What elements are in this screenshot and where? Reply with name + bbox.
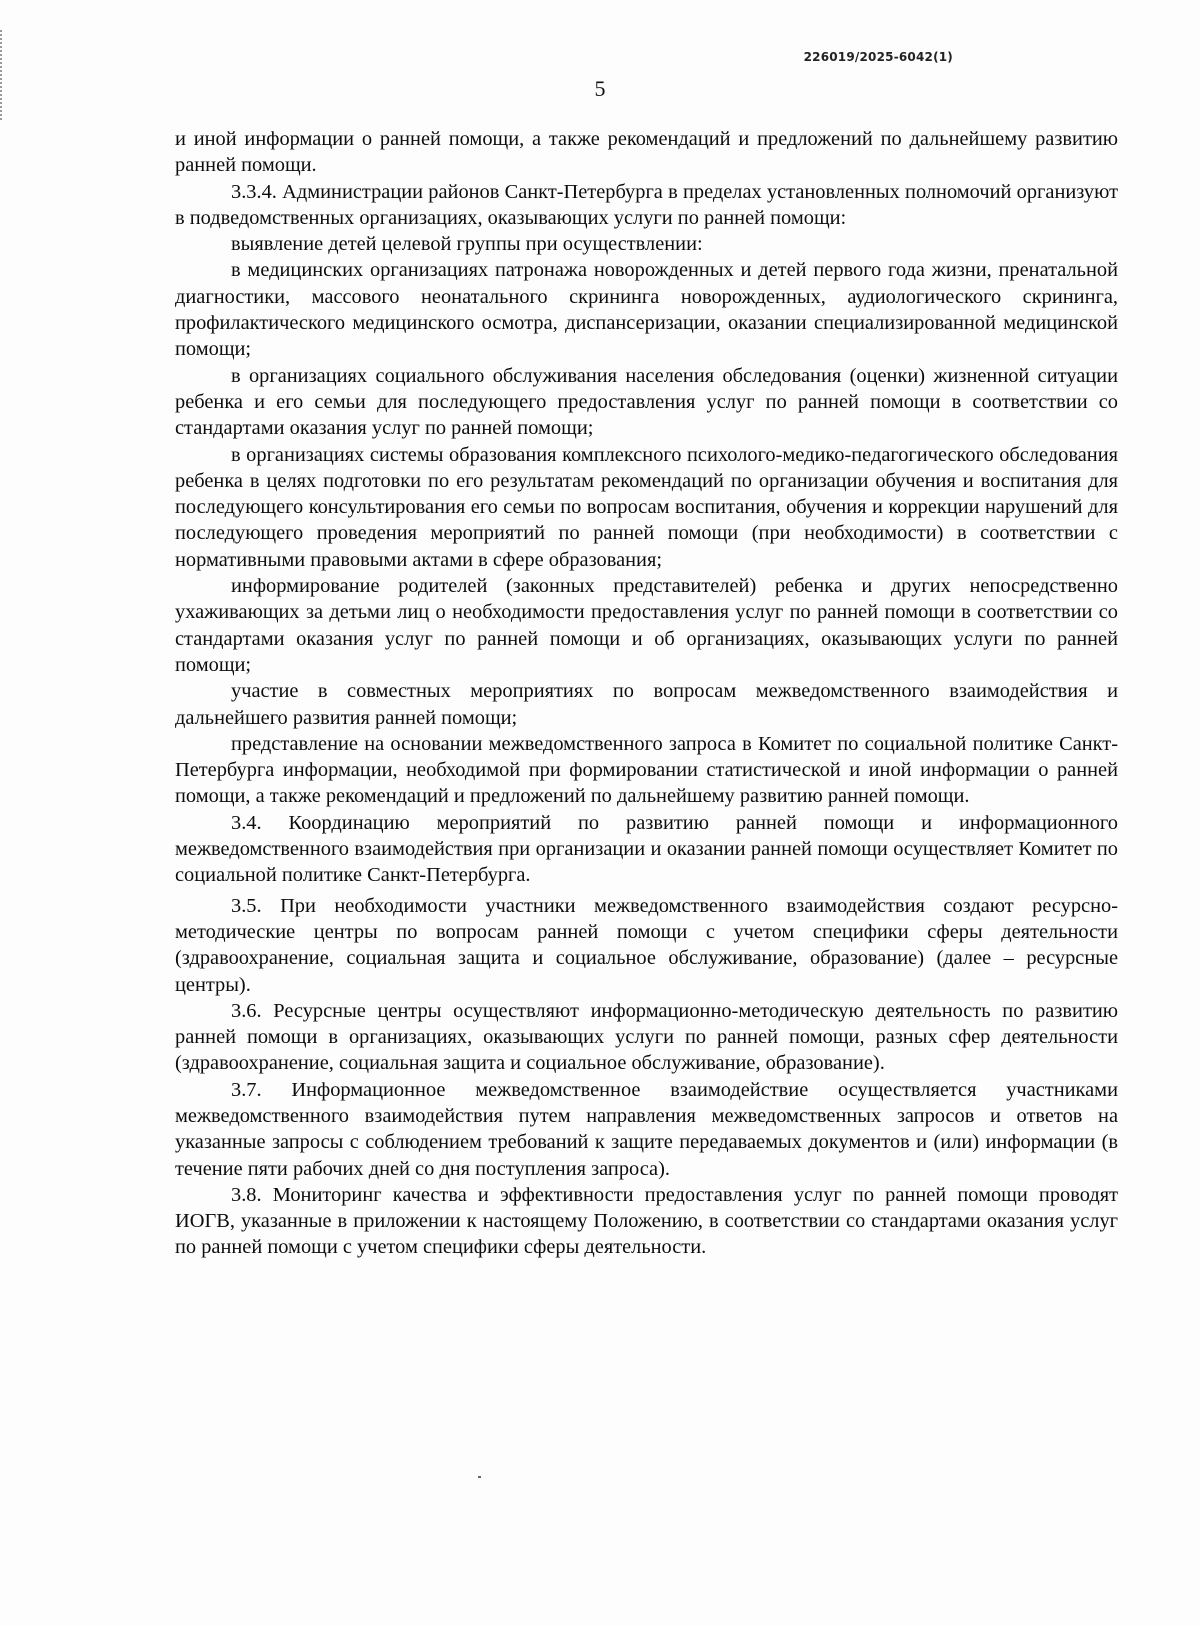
paragraph-3-4: 3.4. Координацию мероприятий по развитию ранней помощи и информационного межведомственного взаимодействия при организации и оказании ранней помощи осуществляет Комитет по социальной политике Санкт-Петербурга. <box>175 811 1118 887</box>
paragraph-social-organizations: в организациях социального обслуживания населения обследования (оценки) жизненной ситуации ребенка и его семьи для последующего предоставления услуг по ранней помощи в соответствии со стандартами оказания услуг по ранней помощи; <box>175 364 1118 440</box>
paragraph-continuation: и иной информации о ранней помощи, а также рекомендаций и предложений по дальнейшему развитию ранней помощи. <box>175 128 1118 177</box>
paragraph-joint-events: участие в совместных мероприятиях по вопросам межведомственного взаимодействия и дальнейшего развития ранней помощи; <box>175 680 1118 729</box>
paragraph-information-request: представление на основании межведомственного запроса в Комитет по социальной политике Санкт-Петербурга информации, необходимой при формировании статистической и иной информации о ранней помощи, а также рекомендаций и предложений по дальнейшему развитию ранней помощи. <box>175 732 1118 808</box>
paragraph-3-7: 3.7. Информационное межведомственное взаимодействие осуществляется участниками межведомственного взаимодействия путем направления межведомственных запросов и ответов на указанные запросы с соблюдением требований к защите передаваемых документов и (или) информации (в течение пяти рабочих дней со дня поступления запроса). <box>175 1078 1118 1180</box>
page-number: 5 <box>594 76 606 101</box>
paragraph-3-5: 3.5. При необходимости участники межведомственного взаимодействия создают ресурсно-методические центры по вопросам ранней помощи с учетом специфики сферы деятельности (здравоохранение, социальная защита и социальное обслуживание, образование) (далее – ресурсные центры). <box>175 894 1118 996</box>
paragraph-informing-parents: информирование родителей (законных представителей) ребенка и других непосредственно ухаживающих за детьми лиц о необходимости предоставления услуг по ранней помощи в соответствии со стандартами оказания услуг по ранней помощи и об организациях, оказывающих услуги по ранней помощи; <box>175 575 1118 676</box>
document-registration-number: 226019/2025-6042(1) <box>803 50 953 64</box>
scan-edge-marks <box>0 30 5 120</box>
paragraph-3-6: 3.6. Ресурсные центры осуществляют информационно-методическую деятельность по развитию ранней помощи в организациях, оказывающих услуги по ранней помощи, разных сфер деятельности (здравоохранение, социальная защита и социальное обслуживание, образование). <box>175 999 1118 1075</box>
paragraph-medical-organizations: в медицинских организациях патронажа новорожденных и детей первого года жизни, пренатальной диагностики, массового неонатального скрининга новорожденных, аудиологического скрининга, профилактического медицинского осмотра, диспансеризации, оказании специализированной медицинской помощи; <box>175 259 1118 361</box>
document-body <box>175 126 1118 1261</box>
paragraph-3-8: 3.8. Мониторинг качества и эффективности предоставления услуг по ранней помощи проводят ИОГВ, указанные в приложении к настоящему Положению, в соответствии со стандартами оказания услуг по ранней помощи с учетом специфики сферы деятельности. <box>175 1183 1118 1259</box>
paragraph-identification: выявление детей целевой группы при осуществлении: <box>231 233 703 256</box>
paragraph-education-organizations: в организациях системы образования комплексного психолого-медико-педагогического обследования ребенка в целях подготовки по его результатам рекомендаций по организации обучения и воспитания для последующего консультирования его семьи по вопросам воспитания, обучения и коррекции нарушений для последующего проведения мероприятий по ранней помощи (при необходимости) в соответствии с нормативными правовыми актами в сфере образования; <box>175 443 1118 571</box>
scan-speck <box>478 1476 481 1478</box>
paragraph-3-3-4: 3.3.4. Администрации районов Санкт-Петербурга в пределах установленных полномочий организуют в подведомственных организациях, оказывающих услуги по ранней помощи: <box>175 180 1118 229</box>
